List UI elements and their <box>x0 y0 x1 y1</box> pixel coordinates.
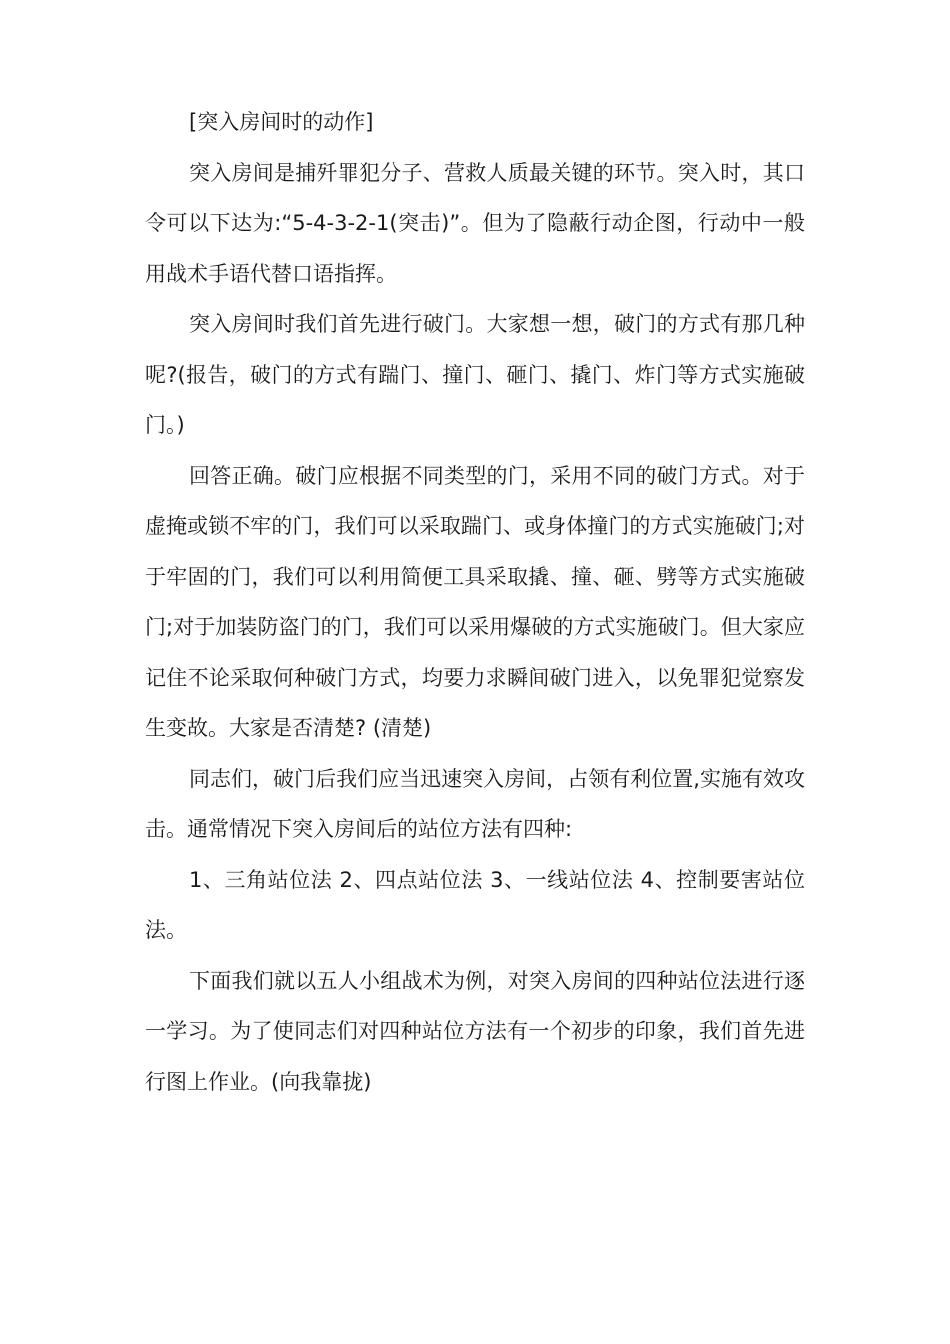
document-body <box>145 97 805 1107</box>
paragraph-5: 1、三角站位法 2、四点站位法 3、一线站位法 4、控制要害站位法。 <box>145 867 805 942</box>
section-heading: [突入房间时的动作] <box>189 110 374 134</box>
paragraph-2: 突入房间时我们首先进行破门。大家想一想，破门的方式有那几种呢?(报告，破门的方式有踹门、撞门、砸门、撬门、炸门等方式实施破门。) <box>145 312 805 437</box>
paragraph-6: 下面我们就以五人小组战术为例，对突入房间的四种站位法进行逐一学习。为了使同志们对四种站位方法有一个初步的印象，我们首先进行图上作业。(向我靠拢) <box>145 968 805 1094</box>
paragraph-4: 同志们，破门后我们应当迅速突入房间，占领有利位置,实施有效攻击。通常情况下突入房间后的站位方法有四种: <box>145 766 805 841</box>
paragraph-3: 回答正确。破门应根据不同类型的门，采用不同的破门方式。对于虚掩或锁不牢的门，我们可以采取踹门、或身体撞门的方式实施破门;对于牢固的门，我们可以利用简便工具采取撬、撞、砸、劈等方式实施破门;对于加装防盗门的门，我们可以采用爆破的方式实施破门。但大家应记住不论采取何种破门方式，均要力求瞬间破门进入，以免罪犯觉察发生变故。大家是否清楚? (清楚) <box>145 463 805 740</box>
paragraph-1: 突入房间是捕歼罪犯分子、营救人质最关键的环节。突入时，其口令可以下达为:“5-4-3-2-1(突击)”。但为了隐蔽行动企图，行动中一般用战术手语代替口语指挥。 <box>145 160 805 286</box>
